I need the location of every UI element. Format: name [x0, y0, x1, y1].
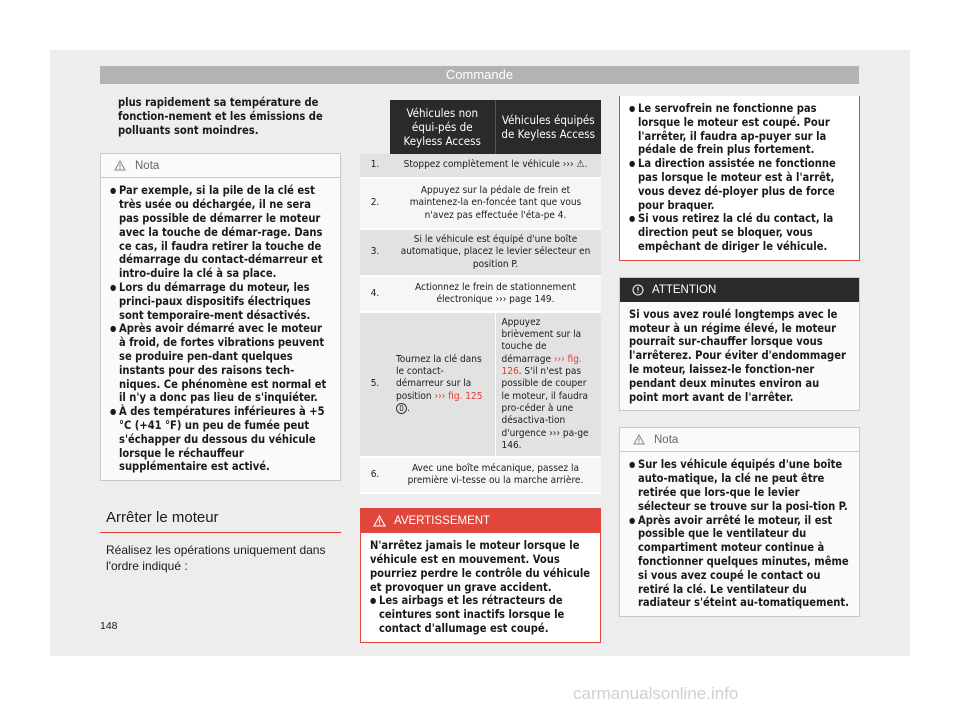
warning-box	[360, 508, 601, 643]
warning-item: ● La direction assistée ne fonctionne pas lorsque le moteur est à l'arrêt, vous devez dé-ployer plus de force pour braquer.	[629, 157, 850, 212]
attention-title: ATTENTION	[652, 283, 717, 296]
section-rule	[100, 532, 341, 533]
nota-header	[620, 428, 859, 452]
right-column	[619, 96, 860, 617]
nota-item: ● À des températures inférieures à +5 °C (+41 °F) un peu de fumée peut s'échapper du dessous du véhicule lorsque le réchauffeur supplémentaire est activé.	[110, 405, 331, 474]
nota-item: ● Sur les véhicule équipés d'une boîte auto-matique, la clé ne peut être retirée que lors-que le levier sélecteur se trouve sur la posi-tion P.	[629, 458, 850, 513]
step-text: . S'il n'est pas possible de couper le moteur, il faudra pro-céder à une désactiva-tion d'urgence ››› pa-ge 146.	[501, 366, 589, 451]
nota-box-left	[100, 153, 341, 481]
warning-text: N'arrêtez jamais le moteur lorsque le véhicule est en mouvement. Vous pourriez perdre le contrôle du véhicule et provoquer un grave accident.	[370, 539, 591, 594]
step-text: Stoppez complètement le véhicule ››› ⚠.	[390, 154, 601, 178]
page-number: 148	[100, 620, 118, 632]
warning-item: ● Les airbags et les rétracteurs de ceintures sont inactifs lorsque le contact d'allumage est coupé.	[370, 594, 591, 635]
warning-item: ● Si vous retirez la clé du contact, la direction peut se bloquer, vous empêchant de diriger le véhicule.	[629, 212, 850, 253]
middle-column	[360, 100, 601, 643]
step-text-non-keyless: Tournez la clé dans le contact-démarreur sur la position ››› fig. 125 0 .	[390, 312, 495, 457]
attention-body: Si vous avez roulé longtemps avec le moteur à un régime élevé, le moteur pourrait sur-chauffer lorsque vous l'arrêterez. Pour éviter d'endommager le moteur, laissez-le fonction-ner pendant deux minutes environ au point mort avant de l'arrêter.	[629, 307, 846, 404]
table-row	[360, 229, 601, 276]
step-text-keyless	[495, 312, 601, 457]
step-text: Avec une boîte mécanique, passez la première vi-tesse ou la marche arrière.	[390, 457, 601, 493]
step-text: Si le véhicule est équipé d'une boîte automatique, placez le levier sélecteur en position P.	[390, 229, 601, 276]
left-column	[100, 96, 341, 574]
table-row	[360, 312, 601, 457]
table-row	[360, 154, 601, 178]
step-number: 4.	[360, 276, 390, 312]
nota-body	[101, 178, 340, 480]
step-text: Appuyez brièvement sur la touche de démarrage	[501, 316, 582, 365]
nota-header	[101, 154, 340, 178]
info-icon	[113, 159, 127, 173]
section-text: Réalisez les opérations uniquement dans l'ordre indiqué :	[106, 543, 326, 573]
warning-continued-box	[619, 96, 860, 261]
attention-header	[620, 278, 859, 302]
step-text: Appuyez sur la pédale de frein et maintenez-la en-foncée tant que vous n'avez pas effectuée l'éta-pe 4.	[390, 178, 601, 229]
attention-icon	[632, 284, 644, 296]
figure-link[interactable]: ››› fig. 126	[501, 353, 582, 378]
warning-title: AVERTISSEMENT	[394, 515, 491, 528]
step-number: 6.	[360, 457, 390, 493]
table-corner	[360, 100, 390, 154]
nota-box-right	[619, 427, 860, 617]
step-number: 1.	[360, 154, 390, 178]
header-non-keyless: Véhicules non équi-pés de Keyless Access	[390, 100, 495, 154]
nota-item: ● Lors du démarrage du moteur, les princi-paux dispositifs électriques sont temporaire-ment désactivés.	[110, 281, 331, 322]
warning-continued-body	[620, 96, 859, 260]
table-row	[360, 276, 601, 312]
figure-link[interactable]: ››› fig. 125	[434, 390, 483, 402]
warning-body	[361, 533, 600, 642]
table-row	[360, 178, 601, 229]
warning-header	[361, 509, 600, 533]
nota-item: ● Par exemple, si la pile de la clé est très usée ou déchargée, il ne sera pas possible de démarrer le moteur avec la touche de démar-rage. Dans ce cas, il faudra retirer la touche de démarrage du contact-démarreur et intro-duire la clé à sa place.	[110, 184, 331, 281]
step-text: Actionnez le frein de stationnement électronique ››› page 149.	[390, 276, 601, 312]
nota-title: Nota	[135, 159, 160, 172]
step-number: 5.	[360, 312, 390, 457]
key-position-icon: 0	[396, 403, 407, 414]
nota-item: ● Après avoir démarré avec le moteur à froid, de fortes vibrations peuvent se produire pen-dant quelques instants pour des raisons tech-niques. Ce phénomène est normal et il n'y a donc pas lieu de s'inquiéter.	[110, 322, 331, 405]
warning-icon	[373, 515, 386, 527]
nota-title: Nota	[654, 433, 679, 446]
section-title: Arrêter le moteur	[106, 509, 219, 527]
intro-text: plus rapidement sa température de fonction-nement et les émissions de polluants sont moindres.	[118, 96, 323, 137]
steps-table	[360, 100, 601, 494]
header-keyless: Véhicules équipés de Keyless Access	[495, 100, 601, 154]
step-number: 3.	[360, 229, 390, 276]
table-row	[360, 457, 601, 493]
step-text: Tournez la clé dans le contact-démarreur sur la position	[396, 353, 482, 402]
info-icon	[632, 433, 646, 447]
step-number: 2.	[360, 178, 390, 229]
nota-item: ● Après avoir arrêté le moteur, il est possible que le ventilateur du compartiment moteur continue à fonctionner quelques minutes, même si vous avez coupé le contact ou retiré la clé. Le ventilateur du radiateur s'éteint au-tomatiquement.	[629, 514, 850, 611]
attention-box	[619, 277, 860, 412]
warning-item: ● Le servofrein ne fonctionne pas lorsque le moteur est coupé. Pour l'arrêter, il faudra ap-puyer sur la pédale de frein plus fortement.	[629, 102, 850, 157]
page-header: Commande	[100, 66, 859, 84]
nota-body	[620, 452, 859, 616]
watermark: carmanualsonline.info	[573, 684, 739, 703]
